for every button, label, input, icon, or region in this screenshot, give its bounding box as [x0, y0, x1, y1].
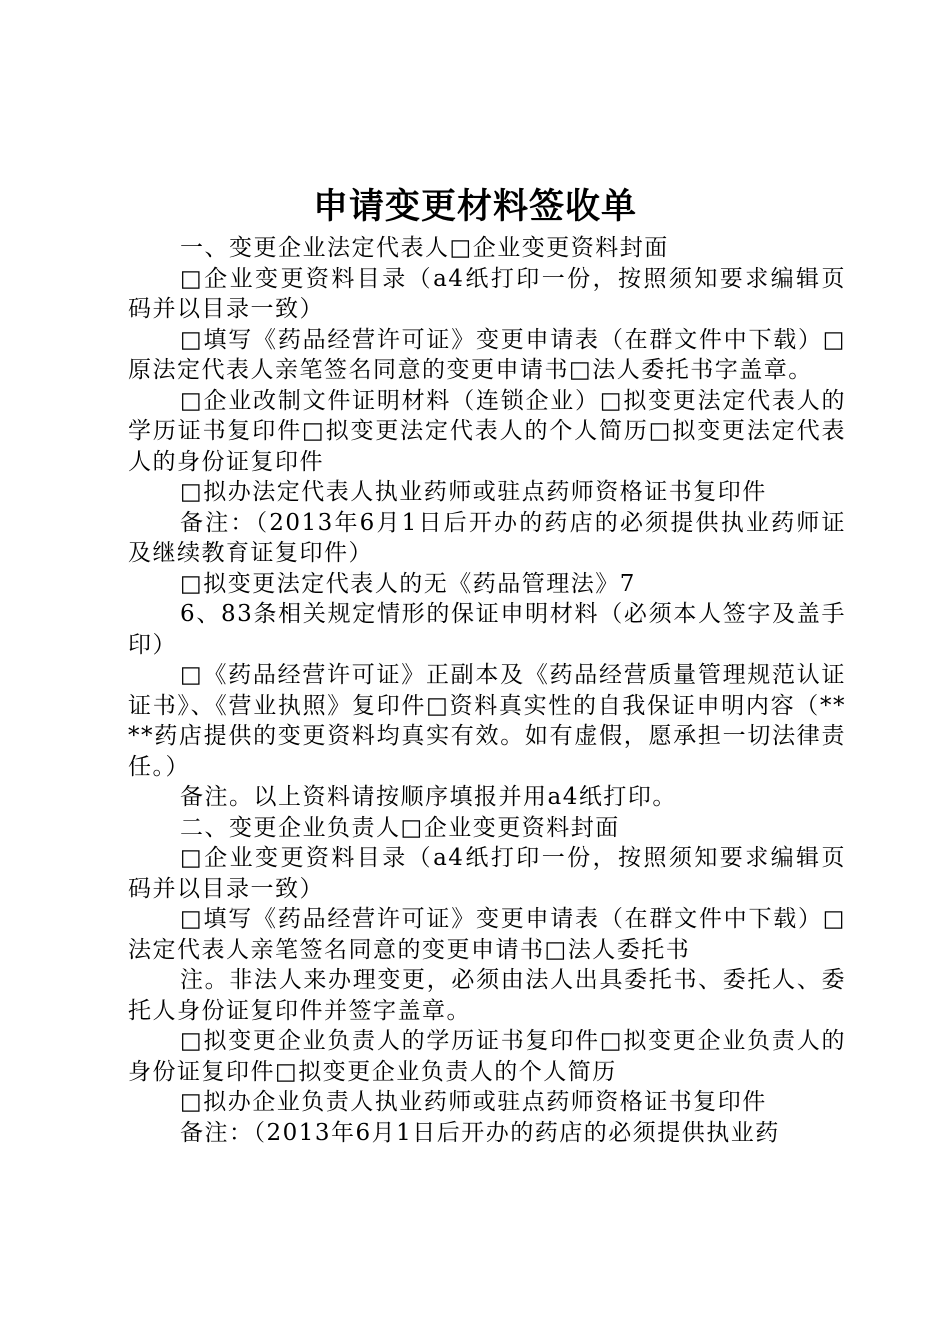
- paragraph: □拟变更法定代表人的无《药品管理法》7: [180, 570, 636, 597]
- document-title: 申请变更材料签收单: [312, 187, 637, 227]
- paragraph: 备注。以上资料请按顺序填报并用a4纸打印。: [180, 784, 677, 810]
- paragraph: □填写《药品经营许可证》变更申请表（在群文件中下载）□法定代表人亲笔签名同意的变更申请书□法人委托书: [128, 906, 846, 963]
- paragraph: 6、83条相关规定情形的保证申明材料（必须本人签字及盖手印）: [128, 601, 846, 658]
- paragraph: 二、变更企业负责人□企业变更资料封面: [180, 814, 620, 841]
- paragraph: □企业变更资料目录（a4纸打印一份，按照须知要求编辑页码并以目录一致）: [128, 265, 846, 322]
- paragraph: 一、变更企业法定代表人□企业变更资料封面: [180, 235, 669, 261]
- paragraph: 备注：（2013年6月1日后开办的药店的必须提供执业药师证及继续教育证复印件）: [128, 509, 846, 566]
- paragraph: □填写《药品经营许可证》变更申请表（在群文件中下载）□原法定代表人亲笔签名同意的变更申请书□法人委托书字盖章。: [128, 326, 846, 383]
- paragraph: □企业改制文件证明材料（连锁企业）□拟变更法定代表人的学历证书复印件□拟变更法定代表人的个人简历□拟变更法定代表人的身份证复印件: [128, 387, 846, 475]
- paragraph: □企业变更资料目录（a4纸打印一份，按照须知要求编辑页码并以目录一致）: [128, 845, 846, 902]
- paragraph: 注。非法人来办理变更，必须由法人出具委托书、委托人、委托人身份证复印件并签字盖章。: [128, 967, 846, 1024]
- paragraph: □拟办企业负责人执业药师或驻点药师资格证书复印件: [180, 1089, 767, 1115]
- paragraph: □拟变更企业负责人的学历证书复印件□拟变更企业负责人的身份证复印件□拟变更企业负责人的个人简历: [128, 1028, 846, 1085]
- paragraph: □《药品经营许可证》正副本及《药品经营质量管理规范认证证书》、《营业执照》复印件□资料真实性的自我保证申明内容（****药店提供的变更资料均真实有效。如有虚假，愿承担一切法律责任。）: [128, 662, 846, 780]
- paragraph: 备注：（2013年6月1日后开办的药店的必须提供执业药: [180, 1119, 780, 1146]
- paragraph: □拟办法定代表人执业药师或驻点药师资格证书复印件: [180, 479, 767, 505]
- document-body: [128, 233, 846, 1148]
